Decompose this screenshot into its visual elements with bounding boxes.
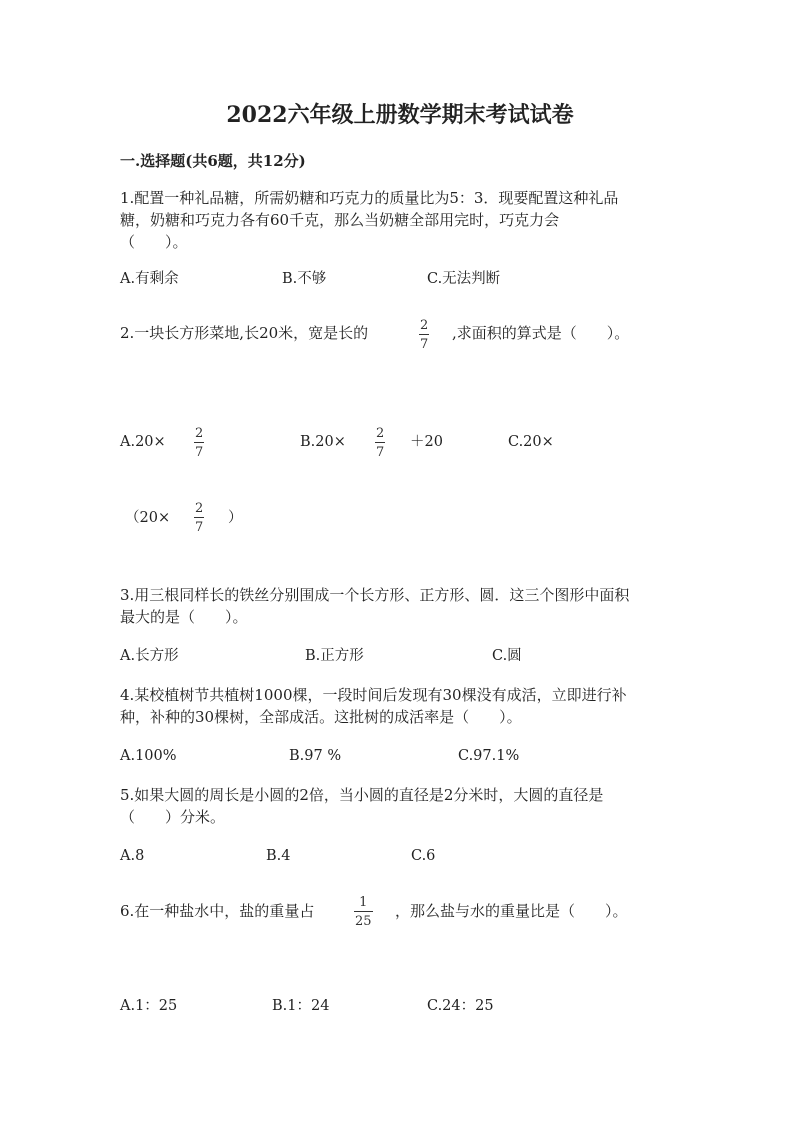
question-2-option-a-fraction [194, 426, 204, 460]
question-1-option-c: C.无法判断 [427, 271, 501, 287]
fraction-numerator: 2 [420, 318, 429, 333]
question-6-option-c: C.24：25 [427, 998, 494, 1014]
question-1-option-a: A.有剩余 [120, 271, 179, 287]
question-6-option-a: A.1：25 [120, 998, 178, 1014]
question-3-option-c: C.圆 [492, 648, 522, 664]
fraction-denominator: 7 [195, 520, 204, 535]
question-2-stem-start: 2.一块长方形菜地,长20米，宽是长的 [120, 324, 369, 342]
question-1-line-1: 1.配置一种礼品糖，所需奶糖和巧克力的质量比为5：3．现要配置这种礼品 [120, 189, 619, 207]
question-4-line-1: 4.某校植树节共植树1000棵，一段时间后发现有30棵没有成活，立即进行补 [120, 686, 627, 704]
question-2-option-a: A.20× [120, 434, 166, 450]
question-2-option-b-fraction [375, 426, 385, 460]
question-3-option-a: A.长方形 [120, 648, 179, 664]
page-title: 2022六年级上册数学期末考试试卷 [226, 102, 574, 128]
question-4-option-c: C.97.1% [458, 748, 520, 764]
question-6-stem-start: 6.在一种盐水中，盐的重量占 [120, 902, 315, 920]
fraction-denominator: 7 [420, 337, 429, 352]
question-1-line-3: （ ）。 [120, 233, 188, 251]
question-2-option-b-suffix: ＋20 [410, 434, 443, 450]
fraction-bar [354, 911, 373, 912]
fraction-numerator: 2 [195, 426, 204, 441]
fraction-bar [419, 334, 429, 335]
question-2-option-b: B.20× [300, 434, 346, 450]
fraction-denominator: 7 [195, 445, 204, 460]
fraction-bar [375, 442, 385, 443]
question-5-option-b: B.4 [266, 848, 291, 864]
question-4-line-2: 种，补种的30棵树，全部成活。这批树的成活率是（ ）。 [120, 708, 522, 726]
fraction-numerator: 1 [359, 895, 368, 910]
question-1-option-b: B.不够 [282, 271, 327, 287]
question-2-option-c: C.20× [508, 434, 554, 450]
question-2-stem-fraction [419, 318, 429, 352]
question-6-option-b: B.1：24 [272, 998, 330, 1014]
question-5-line-2: （ ）分米。 [120, 808, 226, 826]
question-3-option-b: B.正方形 [305, 648, 364, 664]
question-6-stem-fraction [354, 895, 373, 929]
question-2-option-c-continued: （20× [125, 510, 171, 526]
question-6-stem-end: ，那么盐与水的重量比是（ ）。 [395, 902, 628, 920]
question-5-option-c: C.6 [411, 848, 436, 864]
fraction-bar [194, 442, 204, 443]
question-4-option-a: A.100% [120, 748, 177, 764]
question-2-option-c-fraction [194, 501, 204, 535]
question-4-option-b: B.97 % [289, 748, 342, 764]
fraction-numerator: 2 [376, 426, 385, 441]
fraction-numerator: 2 [195, 501, 204, 516]
question-2-option-c-suffix: ） [228, 510, 243, 526]
fraction-bar [194, 517, 204, 518]
fraction-denominator: 7 [376, 445, 385, 460]
question-5-option-a: A.8 [120, 848, 145, 864]
question-1-line-2: 糖，奶糖和巧克力各有60千克，那么当奶糖全部用完时，巧克力会 [120, 211, 560, 229]
question-3-line-2: 最大的是（ ）。 [120, 608, 248, 626]
question-5-line-1: 5.如果大圆的周长是小圆的2倍，当小圆的直径是2分米时，大圆的直径是 [120, 786, 604, 804]
section-heading: 一.选择题(共6题，共12分) [120, 152, 306, 170]
fraction-denominator: 25 [355, 914, 372, 929]
question-2-stem-end: ,求面积的算式是（ ）。 [452, 324, 630, 342]
question-3-line-1: 3.用三根同样长的铁丝分别围成一个长方形、正方形、圆．这三个图形中面积 [120, 586, 630, 604]
